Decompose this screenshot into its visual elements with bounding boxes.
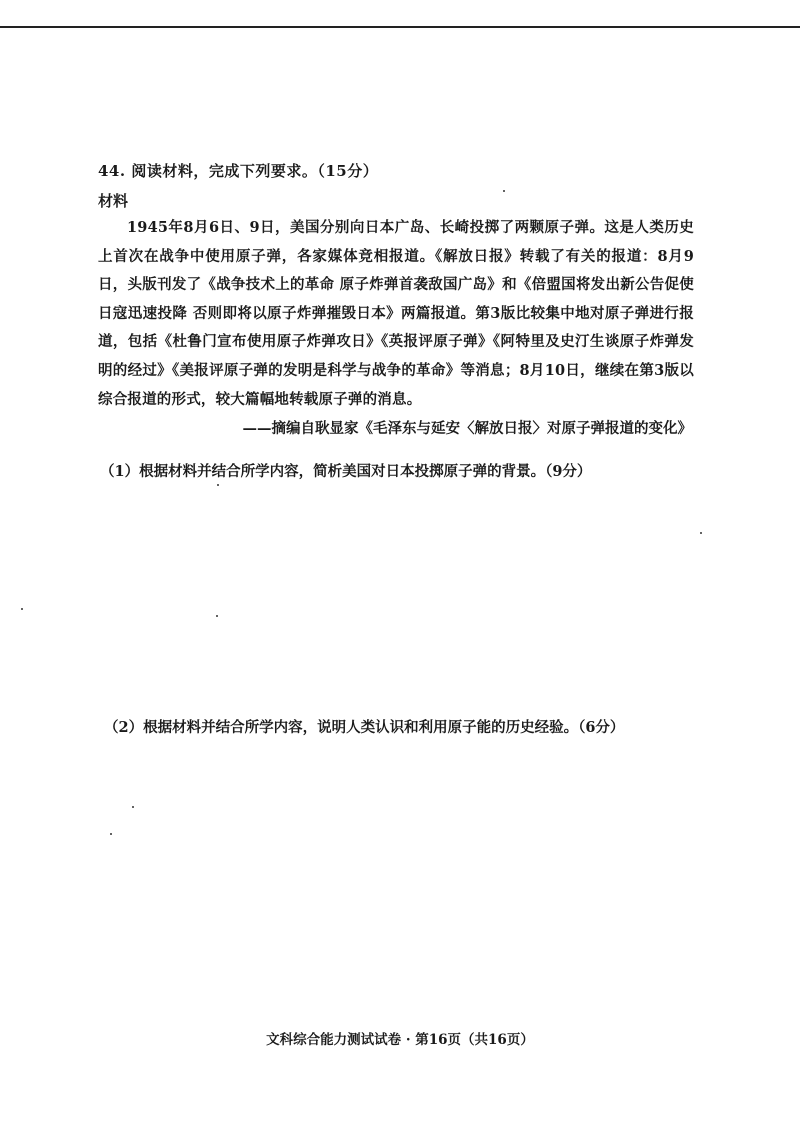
scan-speck — [700, 532, 702, 534]
page-footer: 文科综合能力测试试卷 · 第16页（共16页） — [266, 1032, 534, 1048]
top-border-line — [0, 26, 800, 28]
scan-speck — [216, 615, 218, 617]
scan-speck — [21, 608, 23, 610]
scan-speck — [503, 190, 505, 192]
sub-question-2: （2）根据材料并结合所学内容，说明人类认识和利用原子能的历史经验。（6分） — [104, 719, 625, 736]
scan-speck — [132, 806, 134, 808]
material-label: 材料 — [98, 192, 129, 210]
material-source: ——摘编自耿显家《毛泽东与延安〈解放日报〉对原子弹报道的变化》 — [242, 420, 692, 437]
material-passage: 1945年8月6日、9日，美国分别向日本广岛、长崎投掷了两颗原子弹。这是人类历史上首次在战争中使用原子弹，各家媒体竞相报道。《解放日报》转载了有关的报道：8月9日，头版刊发了《战争技术上的革命 原子炸弹首袭敌国广岛》和《倍盟国将发出新公告促使日寇迅速投降 否则即将以原子炸弹摧毁日本》两篇报道。第3版比较集中地对原子弹进行报道，包括《杜鲁门宣布使用原子炸弹攻日》《英报评原子弹》《阿特里及史汀生谈原子炸弹发明的经过》《美报评原子弹的发明是科学与战争的革命》等消息；8月10日，继续在第3版以综合报道的形式，较大篇幅地转载原子弹的消息。 — [98, 219, 694, 408]
sub-question-1: （1）根据材料并结合所学内容，简析美国对日本投掷原子弹的背景。（9分） — [100, 463, 592, 480]
scan-speck — [217, 484, 219, 486]
scan-speck — [110, 833, 112, 835]
question-title: 44. 阅读材料，完成下列要求。（15分） — [98, 162, 379, 180]
